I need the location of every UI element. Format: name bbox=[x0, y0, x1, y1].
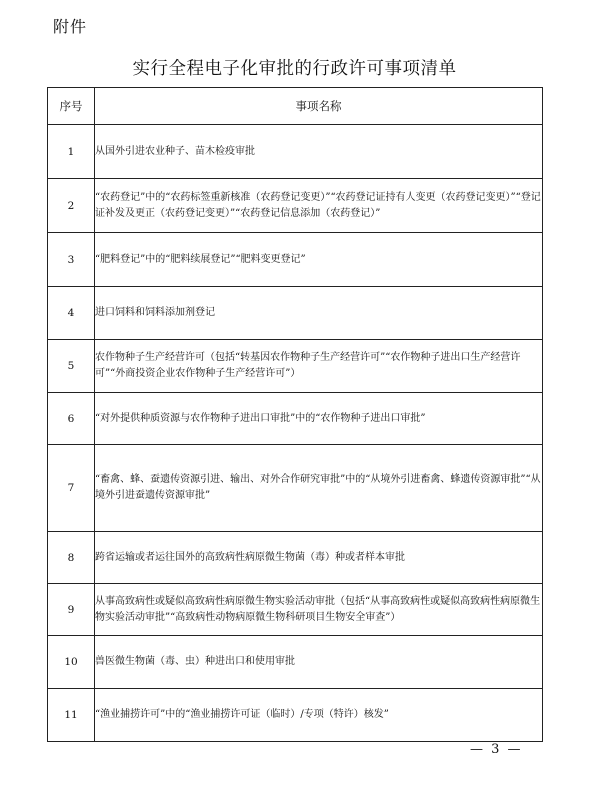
row-number: 2 bbox=[48, 179, 95, 233]
row-item-name: “渔业捕捞许可”中的“渔业捕捞许可证（临时）/专项（特许）核发” bbox=[95, 689, 543, 742]
row-number: 10 bbox=[48, 636, 95, 689]
table-row bbox=[48, 233, 543, 287]
table-row bbox=[48, 179, 543, 233]
page-number: — 3 — bbox=[470, 742, 523, 757]
row-item-name: 兽医微生物菌（毒、虫）种进出口和使用审批 bbox=[95, 636, 543, 689]
row-number: 8 bbox=[48, 532, 95, 584]
column-header-number: 序号 bbox=[48, 88, 95, 125]
table-row bbox=[48, 445, 543, 532]
column-header-item-name: 事项名称 bbox=[95, 88, 543, 125]
row-item-name: “肥料登记”中的“肥料续展登记”“肥料变更登记” bbox=[95, 233, 543, 287]
table-row bbox=[48, 340, 543, 393]
table-row bbox=[48, 636, 543, 689]
row-item-name: “对外提供种质资源与农作物种子进出口审批”中的“农作物种子进出口审批” bbox=[95, 393, 543, 445]
row-number: 3 bbox=[48, 233, 95, 287]
attachment-label: 附件 bbox=[53, 17, 88, 36]
row-item-name: “农药登记”中的“农药标签重新核准（农药登记变更）”“农药登记证持有人变更（农药登记变更）”“登记证补发及更正（农药登记变更）”“农药登记信息添加（农药登记）” bbox=[95, 179, 543, 233]
table-row bbox=[48, 689, 543, 742]
items-table bbox=[47, 87, 543, 742]
row-number: 9 bbox=[48, 584, 95, 636]
row-item-name: 从事高致病性或疑似高致病性病原微生物实验活动审批（包括“从事高致病性或疑似高致病性病原微生物实验活动审批”“高致病性动物病原微生物科研项目生物安全审查”） bbox=[95, 584, 543, 636]
row-item-name: 农作物种子生产经营许可（包括“转基因农作物种子生产经营许可”“农作物种子进出口生产经营许可”“外商投资企业农作物种子生产经营许可”） bbox=[95, 340, 543, 393]
table-row bbox=[48, 287, 543, 340]
row-number: 11 bbox=[48, 689, 95, 742]
row-number: 7 bbox=[48, 445, 95, 532]
row-number: 1 bbox=[48, 125, 95, 179]
row-item-name: “畜禽、蜂、蚕遗传资源引进、输出、对外合作研究审批”中的“从境外引进畜禽、蜂遗传资源审批”“从境外引进蚕遗传资源审批” bbox=[95, 445, 543, 532]
document-title: 实行全程电子化审批的行政许可事项清单 bbox=[132, 59, 457, 79]
table-header-row bbox=[48, 88, 543, 125]
row-item-name: 从国外引进农业种子、苗木检疫审批 bbox=[95, 125, 543, 179]
table-row bbox=[48, 532, 543, 584]
table-row bbox=[48, 393, 543, 445]
table-row bbox=[48, 584, 543, 636]
row-number: 4 bbox=[48, 287, 95, 340]
row-item-name: 进口饲料和饲料添加剂登记 bbox=[95, 287, 543, 340]
row-number: 6 bbox=[48, 393, 95, 445]
row-number: 5 bbox=[48, 340, 95, 393]
row-item-name: 跨省运输或者运往国外的高致病性病原微生物菌（毒）种或者样本审批 bbox=[95, 532, 543, 584]
table-row bbox=[48, 125, 543, 179]
